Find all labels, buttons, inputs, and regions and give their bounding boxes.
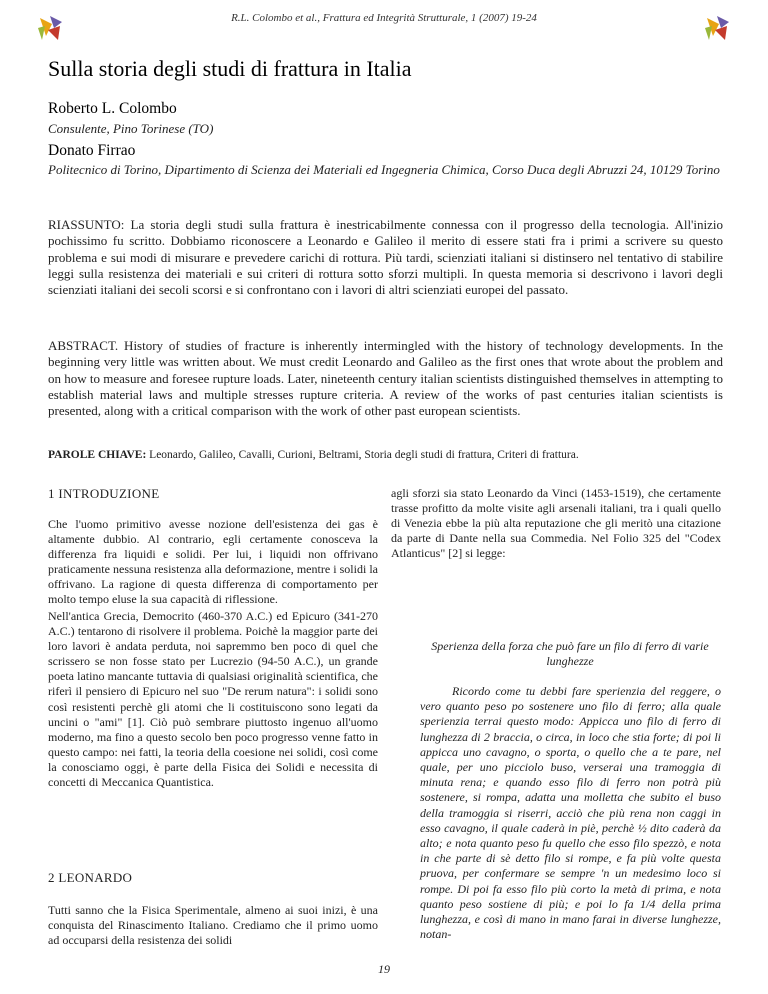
riassunto-paragraph: RIASSUNTO: La storia degli studi sulla frattura è inestricabilmente connessa con il progresso della tecnologia. All'inizio pochissimo fu scritto. Dobbiamo riconoscere a Leonardo e Galileo il merito di essere stati fra i primi a scrivere su questo problema e sui modi di misurare e prevedere carichi di rottura. Più tardi, scienziati italiani si distinsero nel tentativo di stabilire leggi sulla resistenza dei materiali e sui criteri di rottura sotto sforzi multipli. In questa memoria si descrivono i lavori degli scienziati italiani dei secoli scorsi e si confrontano con i lavori di altri scienziati europei del passato. [48, 217, 723, 298]
section-heading-leonardo: 2 LEONARDO [48, 870, 133, 885]
intro-paragraph: Nell'antica Grecia, Democrito (460-370 A.C.) ed Epicuro (341-270 A.C.) tentarono di risolvere il problema. Poichè la maggior parte dei loro lavori è andata perduta, noi sapremmo ben poco di quel che scrissero se non fosse stato per Lucrezio (94-50 A.C.), un grande poeta latino mancante tuttavia di qualsiasi originalità scientifica, che riferì il pensiero di Epicuro nel suo "De rerum natura": i solidi sono così resistenti perchè gli atomi che li costituiscono sono legati da uncini o "ami" [1]. Ciò può sembrare piuttosto ingenuo all'uomo moderno, ma fino a questo secolo ben poco progresso venne fatto in questo campo: nei fatti, la teoria della coesione nei solidi, così come la conosciamo oggi, è parte della Fisica dei Solidi e necessita di concetti di Meccanica Quantistica. [48, 609, 378, 790]
author-name: Roberto L. Colombo [48, 100, 177, 117]
intro-paragraph: Che l'uomo primitivo avesse nozione dell'esistenza dei gas è altamente dubbio. Al contrario, egli certamente conosceva la differenza fra liquidi e solidi. Per lui, i liquidi non offrivano praticamente nessuna resistenza alla deformazione, mentre i solidi la offrivano. La ragione di questa differenza di comportamento per molto tempo eluse la sua capacità di riflessione. [48, 517, 378, 607]
abstract-paragraph: ABSTRACT. History of studies of fracture is inherently intermingled with the history of technology developments. In the beginning very little was written about. We must credit Leonardo and Galileo as the first ones that wrote about the problem and on how to measure and foresee rupture loads. Later, nineteenth century italian scientists distinguished themselves in attempting to establish material laws and multiple stresses rupture criteria. A review of the works of past centuries italian scientists is presented, along with a critical comparison with the work of other past european scientists. [48, 338, 723, 419]
author-name: Donato Firrao [48, 142, 136, 159]
keywords-label: PAROLE CHIAVE: [48, 449, 147, 461]
keywords [48, 449, 728, 461]
running-head: R.L. Colombo et al., Frattura ed Integrità Strutturale, 1 (2007) 19-24 [231, 12, 537, 24]
section-heading-introduzione: 1 INTRODUZIONE [48, 486, 160, 501]
leonardo-paragraph: agli sforzi sia stato Leonardo da Vinci (1453-1519), che certamente trasse profitto da molte visite agli arsenali italiani, tra i quali quello di Venezia ebbe la più alta reputazione che gli meritò una citazione da parte di Dante nella sua Commedia. Nel Folio 325 del "Codex Atlanticus" [2] si legge: [391, 486, 721, 561]
leonardo-quote: Ricordo come tu debbi fare sperienzia del reggere, o vero quanto peso po sostenere uno filo di ferro; alla quale sperienzia terrai questo modo: Appicca uno filo di ferro di lunghezza di 2 braccia, o circa, in loco che stia forte; di poi li appicca uno cavagno, o sporta, o quello che a te pare, nel quale, per uno picciolo buso, verserai una tramoggia di minuta rena; e quando esso filo di ferro non potrà più sostenere, si rompa, adatta una molletta che subito el buso della tramoggia si riserri, acciò che più rena non caggi in esso cavagno, il quale caderà in piè, perchè ½ dito caderà da alto; e nota quanto peso fu quello che esso filo spezzò, e nota in che parte di sè detto filo si rompe, e fa più volte questa pruova, per confermare se sempre 'n un medesimo loco si rompe. Di poi fa esso filo più corto la metà di prima, e nota quanto peso sostiene di più; e poi lo fa 1/4 della prima lunghezza, e così di mano in mano farai in diverse lunghezze, notan- [420, 684, 721, 942]
page-number: 19 [378, 962, 390, 976]
paper-title: Sulla storia degli studi di frattura in Italia [48, 56, 412, 81]
author-affiliation: Politecnico di Torino, Dipartimento di Scienza dei Materiali ed Ingegneria Chimica, Corso Duca degli Abruzzi 24, 10129 Torino [48, 162, 720, 177]
keywords-text: Leonardo, Galileo, Cavalli, Curioni, Beltrami, Storia degli studi di frattura, Criteri di frattura. [149, 449, 579, 461]
quote-title: Sperienza della forza che può fare un filo di ferro di varie lunghezze [431, 639, 709, 668]
leonardo-paragraph: Tutti sanno che la Fisica Sperimentale, almeno ai suoi inizi, è una conquista del Rinascimento Italiano. Crediamo che il primo uomo ad occuparsi della resistenza dei solidi [48, 903, 378, 948]
author-affiliation: Consulente, Pino Torinese (TO) [48, 121, 214, 136]
